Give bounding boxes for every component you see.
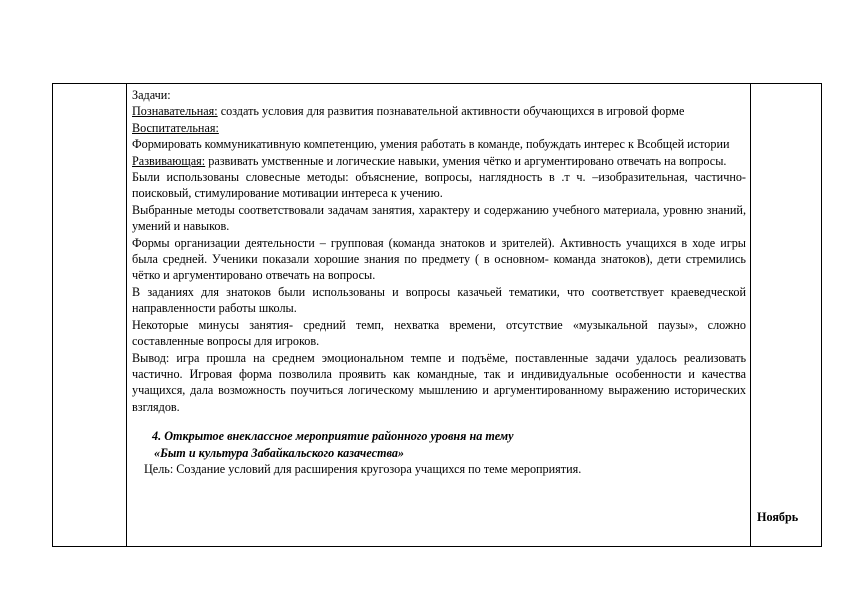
paragraph-minuses: Некоторые минусы занятия- средний темп, нехватка времени, отсутствие «музыкальной паузы», сложно составленные вопросы для игроков. (132, 317, 746, 349)
cognitive-text: создать условия для развития познавательной активности обучающихся в игровой форме (217, 104, 685, 119)
event-title: 4. Открытое внеклассное мероприятие районного уровня на тему (152, 429, 514, 444)
event-topic: «Быт и культура Забайкальского казачества» (154, 445, 405, 460)
educational-task-text: Формировать коммуникативную компетенцию, умения работать в команде, побуждать интерес к Всобщей истории (132, 137, 730, 152)
educational-task-label: Воспитательная: (132, 120, 219, 135)
spacer (132, 415, 746, 428)
developmental-task (132, 153, 746, 169)
cognitive-label: Познавательная: (132, 104, 218, 119)
event-goal: Цель: Создание условий для расширения кругозора учащихся по теме мероприятия. (144, 461, 582, 476)
content-cell (132, 87, 746, 477)
paragraph-methods-fit: Выбранные методы соответствовали задачам занятия, характеру и содержанию учебного материала, уровню знаний, умений и навыков. (132, 202, 746, 234)
tasks-heading: Задачи: (132, 88, 171, 102)
developmental-label: Развивающая: (132, 153, 206, 168)
column-divider-right (750, 84, 751, 546)
column-divider-left (126, 84, 127, 546)
paragraph-conclusion: Вывод: игра прошла на среднем эмоциональном темпе и подъёме, поставленные задачи удалось реализовать частично. Игровая форма позволила проявить как командные, так и индивидуальные особенности и качества учащихся, дала возможность поучиться логическому мышлению и аргументированному выражению исторических взглядов. (132, 350, 746, 414)
paragraph-organization: Формы организации деятельности – групповая (команда знатоков и зрителей). Активность учащихся в ходе игры была средней. Ученики показали хорошие знания по предмету ( в основном- команда знатоков), дети стремились чётко и аргументировано отвечать на вопросы. (132, 235, 746, 283)
paragraph-methods: Были использованы словесные методы: объяснение, вопросы, наглядность в .т ч. –изобразительная, частично-поисковый, стимулирование мотивации интереса к учению. (132, 170, 746, 201)
paragraph-cossack-questions: В заданиях для знатоков были использованы и вопросы казачьей тематики, что соответствует краеведческой направленности работы школы. (132, 284, 746, 316)
month-label: Ноябрь (757, 510, 799, 524)
cognitive-task (132, 103, 746, 119)
lesson-report-table (52, 83, 822, 547)
developmental-text: развивать умственные и логические навыки, умения чётко и аргументировано отвечать на вопросы. (205, 153, 727, 168)
